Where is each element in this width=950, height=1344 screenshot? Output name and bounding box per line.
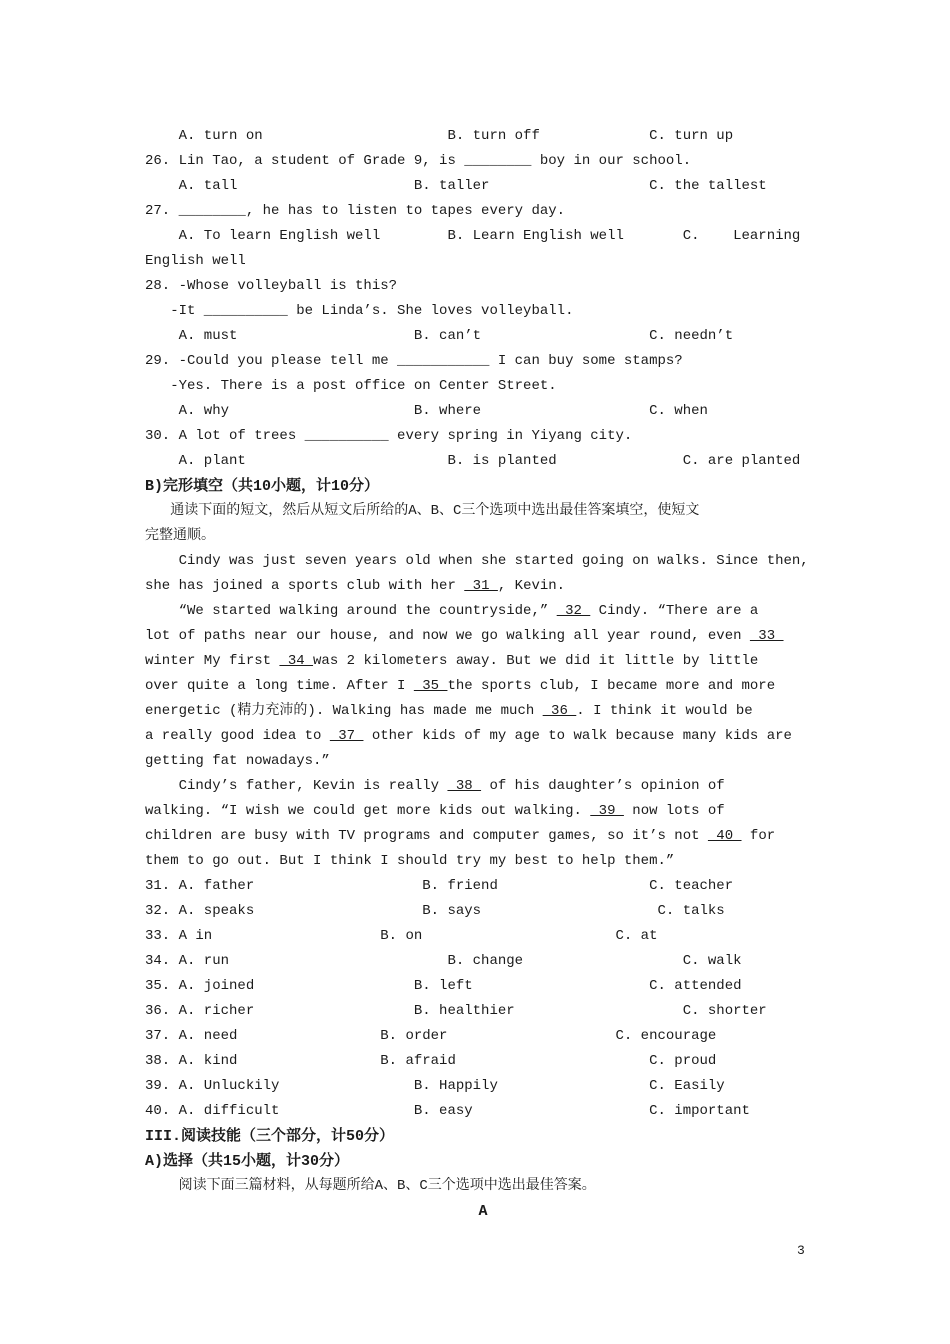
text-segment: 32. A. speaks B. says C. talks bbox=[145, 903, 725, 919]
passage-line bbox=[145, 674, 821, 699]
question-line bbox=[145, 149, 821, 174]
instruction-line bbox=[145, 1174, 821, 1199]
text-segment: 26. Lin Tao, a student of Grade 9, is ________ boy in our school. bbox=[145, 153, 692, 169]
text-segment: a really good idea to bbox=[145, 728, 330, 744]
text-segment: of his daughter’s opinion of bbox=[481, 778, 725, 794]
text-segment: A. tall B. taller C. the tallest bbox=[145, 178, 767, 194]
text-segment: 39. A. Unluckily B. Happily C. Easily bbox=[145, 1078, 725, 1094]
text-segment: 37. A. need B. order C. encourage bbox=[145, 1028, 717, 1044]
text-segment: Cindy’s father, Kevin is really bbox=[145, 778, 448, 794]
text-segment: A. must B. can’t C. needn’t bbox=[145, 328, 734, 344]
options-line bbox=[145, 224, 821, 249]
text-segment: 31. A. father B. friend C. teacher bbox=[145, 878, 734, 894]
options-line bbox=[145, 1099, 821, 1124]
question-line bbox=[145, 424, 821, 449]
section-heading bbox=[145, 1124, 821, 1149]
text-segment: for bbox=[741, 828, 776, 844]
text-segment: 36. A. richer B. healthier C. shorter bbox=[145, 1003, 767, 1019]
section-heading bbox=[145, 1149, 821, 1174]
passage-line bbox=[145, 624, 821, 649]
text-segment: other kids of my age to walk because many kids are bbox=[363, 728, 792, 744]
text-segment: children are busy with TV programs and computer games, so it’s not bbox=[145, 828, 708, 844]
passage-line bbox=[145, 599, 821, 624]
text-segment: English well bbox=[145, 253, 246, 269]
text-segment: 28. -Whose volleyball is this? bbox=[145, 278, 398, 294]
question-line bbox=[145, 274, 821, 299]
options-line bbox=[145, 924, 821, 949]
options-line bbox=[145, 974, 821, 999]
blank-underline: 35 bbox=[413, 678, 448, 694]
page-number: 3 bbox=[797, 1243, 805, 1258]
text-segment: lot of paths near our house, and now we go walking all year round, even bbox=[145, 628, 750, 644]
text-segment: 35. A. joined B. left C. attended bbox=[145, 978, 742, 994]
text-segment: 40. A. difficult B. easy C. important bbox=[145, 1103, 750, 1119]
passage-line bbox=[145, 649, 821, 674]
blank-underline: 38 bbox=[447, 778, 482, 794]
text-segment: 34. A. run B. change C. walk bbox=[145, 953, 742, 969]
options-line bbox=[145, 949, 821, 974]
text-segment: . I think it would be bbox=[576, 703, 753, 719]
options-line bbox=[145, 1024, 821, 1049]
text-segment: A. To learn English well B. Learn English well C. Learning bbox=[145, 228, 801, 244]
text-segment: A. why B. where C. when bbox=[145, 403, 708, 419]
options-line bbox=[145, 874, 821, 899]
options-line bbox=[145, 124, 821, 149]
blank-underline: 33 bbox=[749, 628, 784, 644]
blank-underline: 40 bbox=[707, 828, 742, 844]
text-segment: -Yes. There is a post office on Center Street. bbox=[145, 378, 557, 394]
text-segment: -It __________ be Linda’s. She loves volleyball. bbox=[145, 303, 574, 319]
text-segment: A)选择（共15小题，计30分） bbox=[145, 1153, 350, 1170]
blank-underline: 37 bbox=[329, 728, 364, 744]
text-segment: 30. A lot of trees __________ every spring in Yiyang city. bbox=[145, 428, 633, 444]
text-segment: Cindy. “There are a bbox=[590, 603, 759, 619]
options-line bbox=[145, 1049, 821, 1074]
question-line bbox=[145, 374, 821, 399]
passage-line bbox=[145, 824, 821, 849]
options-line bbox=[145, 999, 821, 1024]
passage-line bbox=[145, 799, 821, 824]
options-line bbox=[145, 899, 821, 924]
passage-line bbox=[145, 849, 821, 874]
instruction-line bbox=[145, 524, 821, 549]
instruction-line bbox=[145, 499, 821, 524]
text-segment: walking. “I wish we could get more kids out walking. bbox=[145, 803, 591, 819]
text-segment: 29. -Could you please tell me ___________ I can buy some stamps? bbox=[145, 353, 683, 369]
text-segment: , Kevin. bbox=[497, 578, 566, 594]
text-segment: winter My first bbox=[145, 653, 280, 669]
text-segment: A. turn on B. turn off C. turn up bbox=[145, 128, 734, 144]
options-line bbox=[145, 399, 821, 424]
text-segment: 完整通顺。 bbox=[145, 528, 215, 544]
text-segment: she has joined a sports club with her bbox=[145, 578, 465, 594]
text-segment: over quite a long time. After I bbox=[145, 678, 414, 694]
text-segment: 33. A in B. on C. at bbox=[145, 928, 658, 944]
text-segment: 阅读下面三篇材料，从每题所给A、B、C三个选项中选出最佳答案。 bbox=[145, 1178, 596, 1194]
document-body bbox=[145, 124, 821, 1224]
text-segment: the sports club, I became more and more bbox=[447, 678, 776, 694]
blank-underline: 32 bbox=[556, 603, 591, 619]
text-segment: A bbox=[478, 1203, 488, 1220]
passage-line bbox=[145, 774, 821, 799]
passage-title-a bbox=[145, 1199, 821, 1224]
question-line bbox=[145, 299, 821, 324]
text-segment: 38. A. kind B. afraid C. proud bbox=[145, 1053, 717, 1069]
text-segment: energetic (精力充沛的). Walking has made me much bbox=[145, 703, 543, 719]
text-segment: was 2 kilometers away. But we did it little by little bbox=[313, 653, 759, 669]
section-heading bbox=[145, 474, 821, 499]
passage-line bbox=[145, 699, 821, 724]
options-line bbox=[145, 174, 821, 199]
text-segment: B)完形填空（共10小题，计10分） bbox=[145, 478, 380, 495]
blank-underline: 39 bbox=[590, 803, 624, 819]
text-segment: III.阅读技能（三个部分，计50分） bbox=[145, 1128, 395, 1145]
text-segment: Cindy was just seven years old when she started going on walks. Since then, bbox=[145, 553, 809, 569]
text-segment: now lots of bbox=[623, 803, 725, 819]
blank-underline: 31 bbox=[464, 578, 498, 594]
options-line-wrap bbox=[145, 249, 821, 274]
text-segment: “We started walking around the countryside,” bbox=[145, 603, 557, 619]
question-line bbox=[145, 199, 821, 224]
text-segment: them to go out. But I think I should try my best to help them.” bbox=[145, 853, 675, 869]
blank-underline: 34 bbox=[279, 653, 314, 669]
passage-line bbox=[145, 724, 821, 749]
options-line bbox=[145, 449, 821, 474]
passage-line bbox=[145, 749, 821, 774]
text-segment: getting fat nowadays.” bbox=[145, 753, 330, 769]
text-segment: 27. ________, he has to listen to tapes every day. bbox=[145, 203, 566, 219]
options-line bbox=[145, 324, 821, 349]
passage-line bbox=[145, 549, 821, 574]
text-segment: A. plant B. is planted C. are planted bbox=[145, 453, 801, 469]
question-line bbox=[145, 349, 821, 374]
blank-underline: 36 bbox=[542, 703, 577, 719]
options-line bbox=[145, 1074, 821, 1099]
text-segment: 通读下面的短文，然后从短文后所给的A、B、C三个选项中选出最佳答案填空，使短文 bbox=[145, 503, 700, 519]
passage-line bbox=[145, 574, 821, 599]
